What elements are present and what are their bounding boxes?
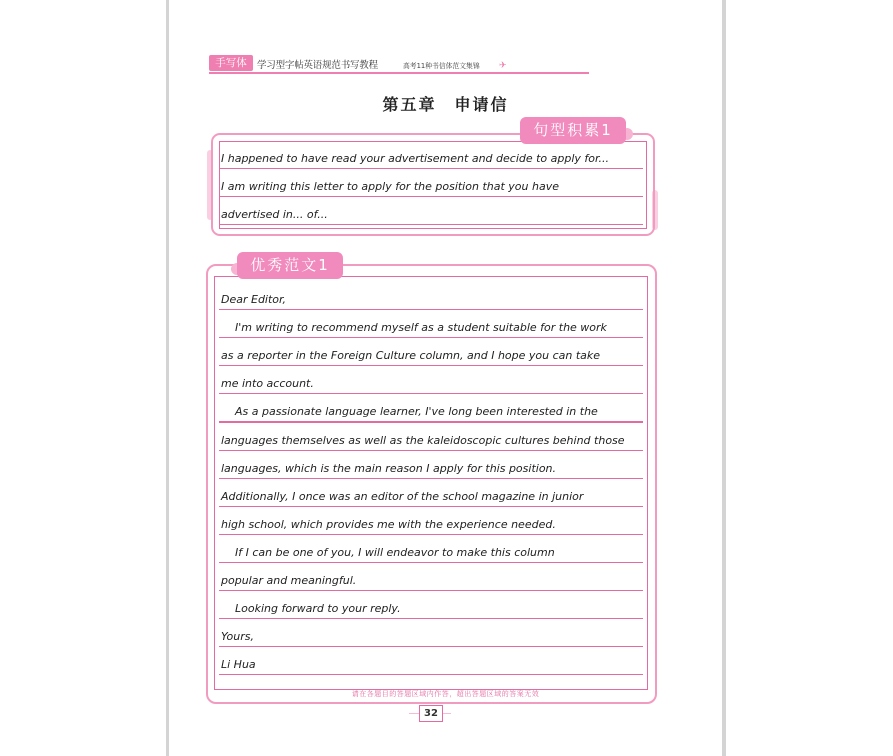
writing-rule xyxy=(219,534,643,535)
writing-rule xyxy=(219,365,643,366)
bird-icon: ✈ xyxy=(499,61,507,71)
writing-line-text: Li Hua xyxy=(221,658,256,672)
writing-line-text: Additionally, I once was an editor of the school magazine in junior xyxy=(221,489,584,503)
header-rule xyxy=(209,72,589,74)
writing-line-text: languages themselves as well as the kaleidoscopic cultures behind those xyxy=(221,433,625,447)
sample-essay-tag: 优秀范文1 xyxy=(237,252,343,279)
writing-rule xyxy=(219,224,643,225)
writing-line-text: I am writing this letter to apply for the position that you have xyxy=(221,180,559,193)
writing-rule xyxy=(219,337,643,338)
writing-line-text: as a reporter in the Foreign Culture column, and I hope you can take xyxy=(221,349,601,363)
writing-rule xyxy=(219,506,643,507)
chapter-title: 第五章 申请信 xyxy=(382,95,509,114)
writing-line-text: Looking forward to your reply. xyxy=(221,602,401,616)
writing-line-text: popular and meaningful. xyxy=(221,574,357,587)
header-tag: 手写体 xyxy=(209,55,253,71)
writing-rule xyxy=(219,674,643,675)
writing-rule xyxy=(219,168,643,169)
writing-rule xyxy=(219,309,643,310)
writing-line-text: Dear Editor, xyxy=(221,293,287,306)
sentence-pattern-tag: 句型积累1 xyxy=(520,117,626,144)
writing-rule xyxy=(219,646,643,647)
writing-rule xyxy=(219,421,643,422)
writing-rule xyxy=(219,590,643,591)
writing-rule xyxy=(219,618,643,619)
writing-rule xyxy=(219,450,643,451)
writing-line-text: I happened to have read your advertisement and decide to apply for... xyxy=(221,152,610,165)
writing-line-text: Yours, xyxy=(221,630,254,644)
writing-rule xyxy=(219,562,643,563)
writing-line-text: advertised in... of... xyxy=(221,208,328,221)
writing-rule xyxy=(219,393,643,394)
header-subtitle: 高考11种书信体范文集锦 xyxy=(403,62,480,70)
page-number: 32 xyxy=(419,705,443,722)
writing-line-text: languages, which is the main reason I apply for this position. xyxy=(221,461,557,475)
writing-line-text: If I can be one of you, I will endeavor to make this column xyxy=(221,545,555,559)
document-page xyxy=(169,0,722,756)
writing-line-text: As a passionate language learner, I've long been interested in the xyxy=(221,405,598,419)
header-title: 学习型字帖英语规范书写教程 xyxy=(257,60,378,71)
writing-line-text: I'm writing to recommend myself as a student suitable for the work xyxy=(221,321,607,335)
writing-rule xyxy=(219,478,643,479)
writing-line-text: high school, which provides me with the experience needed. xyxy=(221,517,556,531)
writing-rule xyxy=(219,196,643,197)
answer-area-notice: 请在各题目的答题区域内作答，超出答题区域的答案无效 xyxy=(351,690,540,698)
writing-line-text: me into account. xyxy=(221,377,314,391)
